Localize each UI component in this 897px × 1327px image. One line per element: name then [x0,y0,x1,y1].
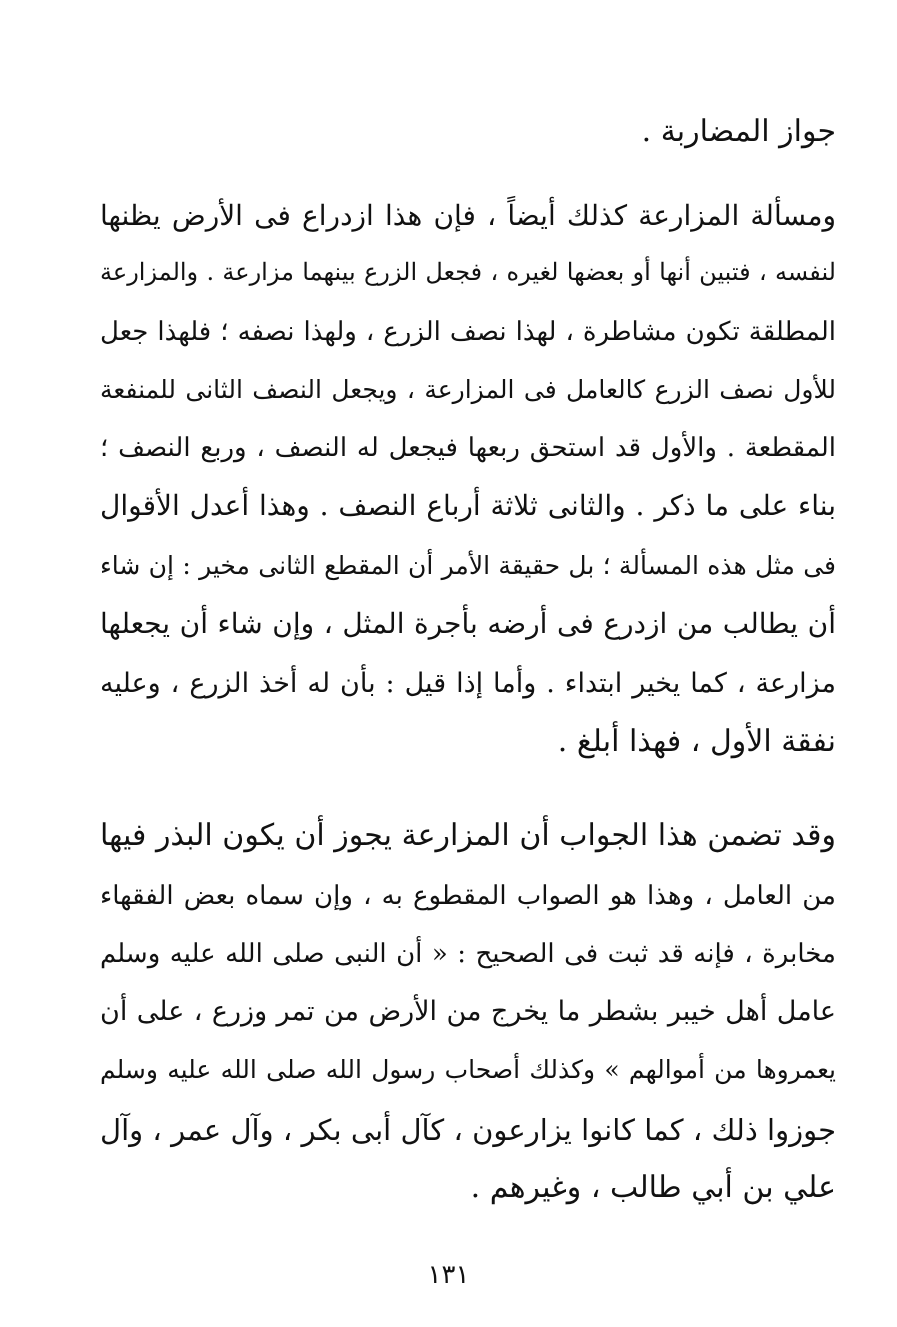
text-line: فى مثل هذه المسألة ؛ بل حقيقة الأمر أن المقطع الثانى مخير : إن شاء [100,551,836,580]
text-line: جواز المضاربة . [641,114,836,149]
text-line: وقد تضمن هذا الجواب أن المزارعة يجوز أن يكون البذر فيها [100,818,836,853]
text-line: لنفسه ، فتبين أنها أو بعضها لغيره ، فجعل الزرع بينهما مزارعة . والمزارعة [100,258,836,286]
text-line: ومسألة المزارعة كذلك أيضاً ، فإن هذا ازدراع فى الأرض يظنها [100,199,836,232]
text-line: يعمروها من أموالهم » وكذلك أصحاب رسول الله صلى الله عليه وسلم [100,1055,836,1084]
text-line: للأول نصف الزرع كالعامل فى المزارعة ، ويجعل النصف الثانى للمنفعة [100,375,836,404]
text-line: المقطعة . والأول قد استحق ربعها فيجعل له النصف ، وربع النصف ؛ [100,433,836,463]
text-line: جوزوا ذلك ، كما كانوا يزارعون ، كآل أبى بكر ، وآل عمر ، وآل [100,1113,837,1147]
text-line: مزارعة ، كما يخير ابتداء . وأما إذا قيل : بأن له أخذ الزرع ، وعليه [100,668,836,699]
text-line: علي بن أبي طالب ، وغيرهم . [470,1170,836,1205]
text-line: عامل أهل خيبر بشطر ما يخرج من الأرض من تمر وزرع ، على أن [100,996,836,1027]
text-line: بناء على ما ذكر . والثانى ثلاثة أرباع النصف . وهذا أعدل الأقوال [100,489,836,522]
text-line: نفقة الأول ، فهذا أبلغ . [557,724,836,759]
text-line: أن يطالب من ازدرع فى أرضه بأجرة المثل ، وإن شاء أن يجعلها [100,607,836,640]
text-line: المطلقة تكون مشاطرة ، لهذا نصف الزرع ، ولهذا نصفه ؛ فلهذا جعل [100,317,836,347]
text-line: مخابرة ، فإنه قد ثبت فى الصحيح : « أن النبى صلى الله عليه وسلم [100,939,836,969]
text-line: من العامل ، وهذا هو الصواب المقطوع به ، وإن سماه بعض الفقهاء [100,881,836,911]
page-number: ١٣١ [427,1260,470,1290]
